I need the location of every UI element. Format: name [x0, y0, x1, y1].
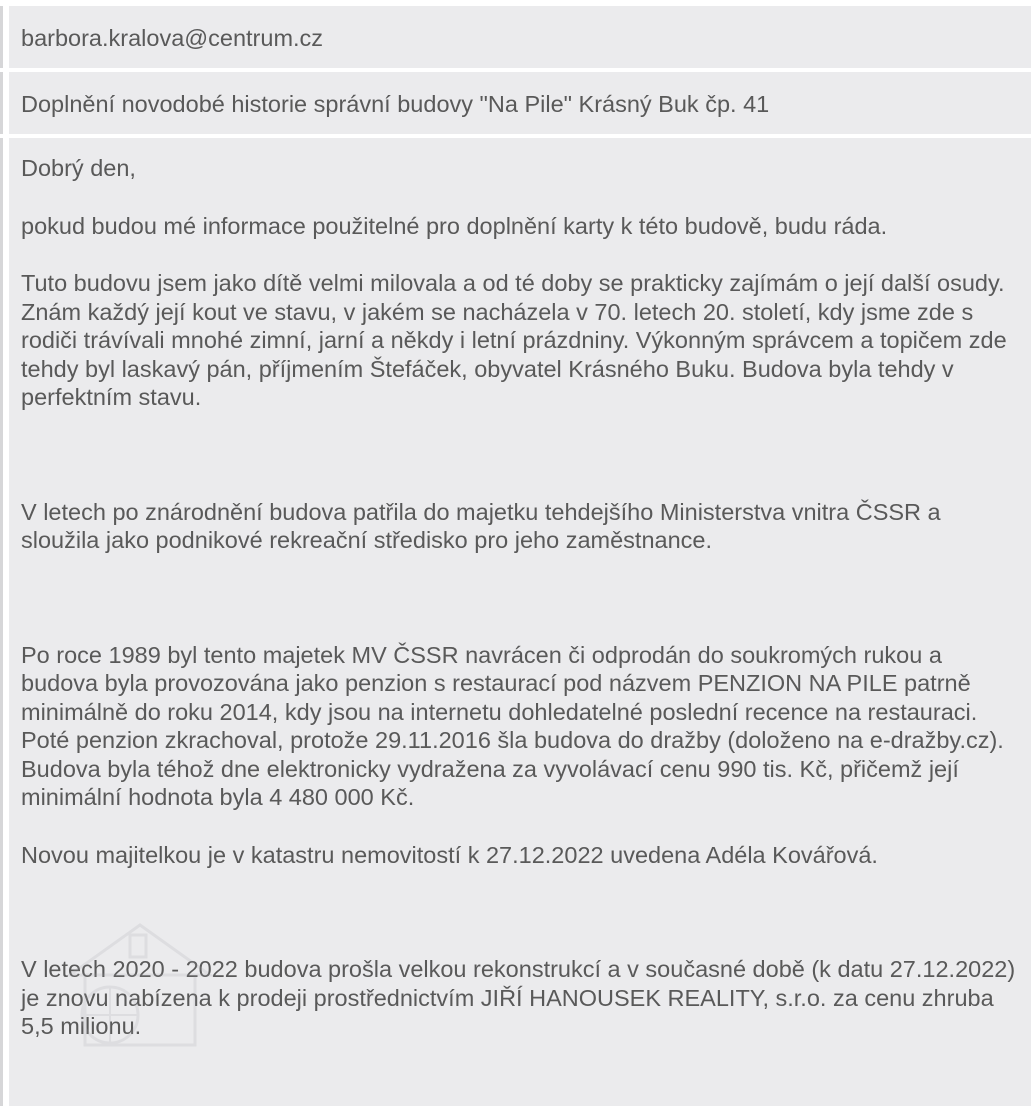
- sender-email[interactable]: barbora.kralova@centrum.cz: [21, 25, 324, 51]
- row-divider: [0, 72, 3, 134]
- sender-row: [9, 6, 1031, 68]
- paragraph-intro: pokud budou mé informace použitelné pro doplnění karty k této budově, budu ráda.: [21, 212, 888, 239]
- subject-row: [9, 72, 1031, 134]
- paragraph-reconstruction: V letech 2020 - 2022 budova prošla velkou rekonstrukcí a v současné době (k datu 27.12.2022) je znovu nabízena k prodeji prostřednictvím JIŘÍ HANOUSEK REALITY, s.r.o. za cenu zhruba 5,5 milionu.: [21, 956, 1016, 1039]
- greeting: Dobrý den,: [21, 155, 136, 181]
- row-divider: [0, 138, 3, 1106]
- message-body-row: [9, 138, 1031, 1106]
- message-body: [21, 154, 1021, 1041]
- paragraph-after-1989: Po roce 1989 byl tento majetek MV ČSSR navrácen či odprodán do soukromých rukou a budova byla provozována jako penzion s restaurací pod názvem PENZION NA PILE patrně minimálně do roku 2014, kdy jsou na internetu dohledatelné poslední recence na restauraci. Poté penzion zkrachoval, protože 29.11.2016 šla budova do dražby (doloženo na e-dražby.cz). Budova byla téhož dne elektronicky vydražena za vyvolávací cenu 990 tis. Kč, přičemž její minimální hodnota byla 4 480 000 Kč.: [21, 641, 1004, 810]
- row-divider: [0, 6, 3, 68]
- paragraph-childhood: Tuto budovu jsem jako dítě velmi milovala a od té doby se prakticky zajímám o její další osudy. Znám každý její kout ve stavu, v jakém se nacházela v 70. letech 20. století, kdy jsme zde s rodiči trávívali mnohé zimní, jarní a někdy i letní prázdniny. Výkonným správcem a topičem zde tehdy byl laskavý pán, příjmením Štefáček, obyvatel Krásného Buku. Budova byla tehdy v perfektním stavu.: [21, 270, 1007, 410]
- subject-text: Doplnění novodobé historie správní budovy "Na Pile" Krásný Buk čp. 41: [21, 91, 770, 117]
- paragraph-nationalization: V letech po znárodnění budova patřila do majetku tehdejšího Ministerstva vnitra ČSSR a sloužila jako podnikové rekreační středisko pro jeho zaměstnance.: [21, 498, 941, 553]
- paragraph-new-owner: Novou majitelkou je v katastru nemovitostí k 27.12.2022 uvedena Adéla Kovářová.: [21, 841, 878, 868]
